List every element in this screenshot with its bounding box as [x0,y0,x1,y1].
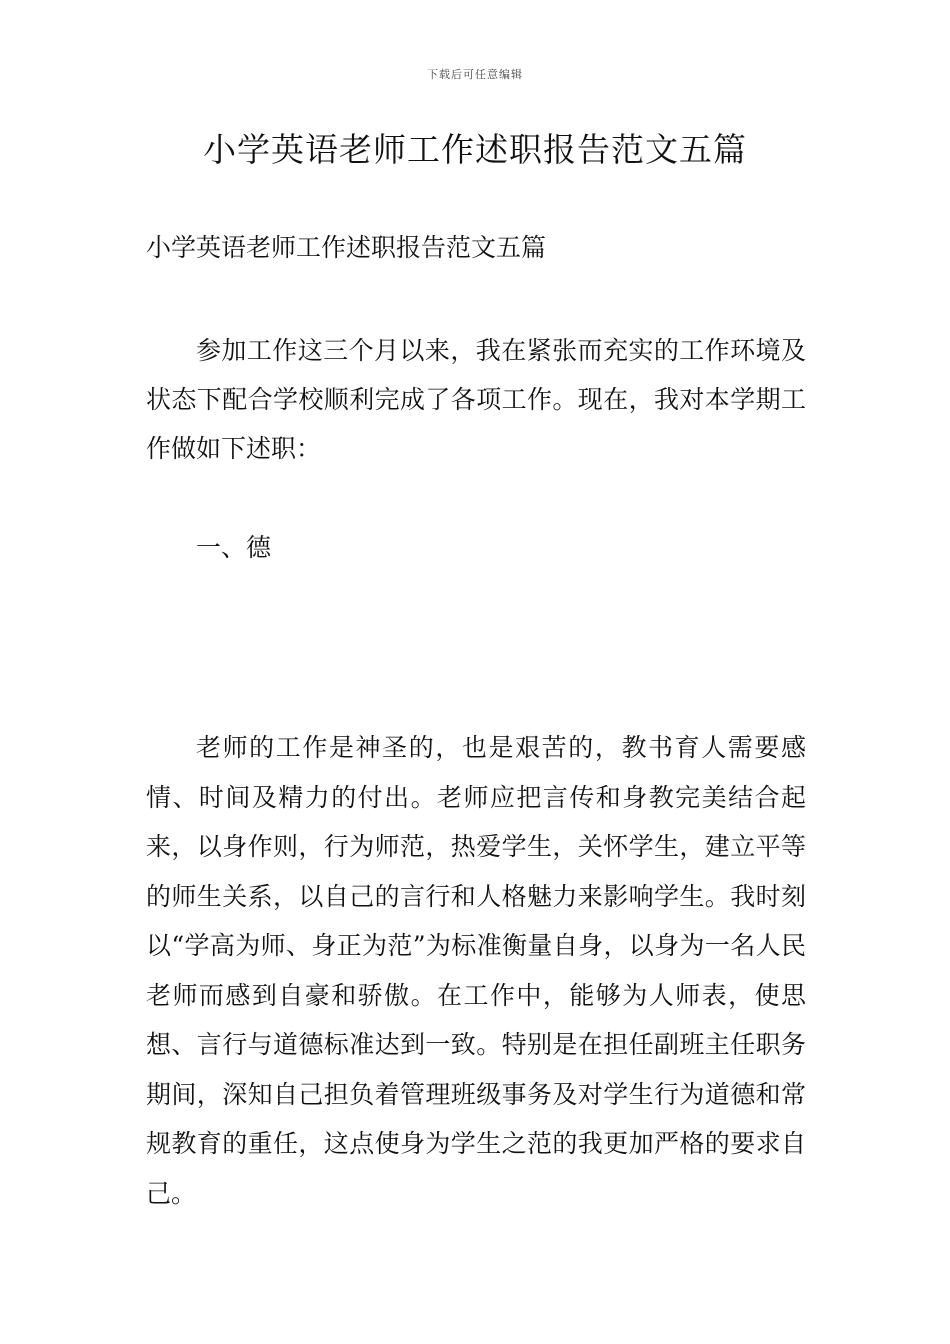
intro-paragraph: 参加工作这三个月以来，我在紧张而充实的工作环境及状态下配合学校顺利完成了各项工作。现在，我对本学期工作做如下述职： [146,336,806,463]
document-subtitle: 小学英语老师工作述职报告范文五篇 [146,233,547,262]
section-paragraph: 老师的工作是神圣的，也是艰苦的，教书育人需要感情、时间及精力的付出。老师应把言传和身教完美结合起来，以身作则，行为师范，热爱学生，关怀学生，建立平等的师生关系，以自己的言行和人格魅力来影响学生。我时刻以“学高为师、身正为范”为标准衡量自身，以身为一名人民老师而感到自豪和骄傲。在工作中，能够为人师表，使思想、言行与道德标准达到一致。特别是在担任副班主任职务期间，深知自己担负着管理班级事务及对学生行为道德和常规教育的重任，这点使身为学生之范的我更加严格的要求自己。 [146,733,806,1208]
document-title: 小学英语老师工作述职报告范文五篇 [203,130,747,169]
header-note: 下载后可任意编辑 [427,68,523,81]
section-heading: 一、德 [196,533,272,562]
